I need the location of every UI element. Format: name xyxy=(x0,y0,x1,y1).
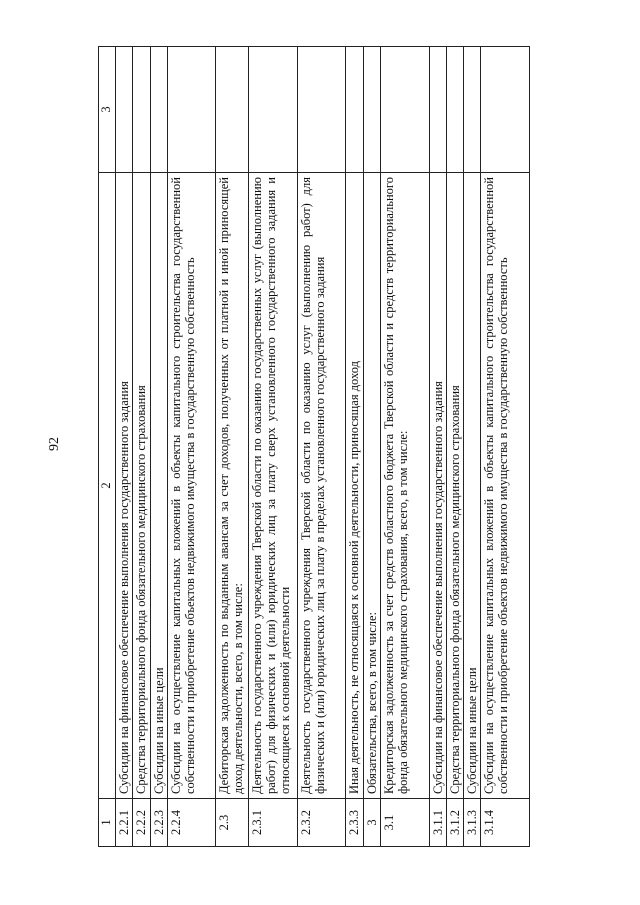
row-code: 2.2.4 xyxy=(167,799,216,847)
row-value xyxy=(116,47,133,173)
row-code: 2.3.2 xyxy=(297,799,346,847)
row-code: 3.1.1 xyxy=(429,799,446,847)
row-value xyxy=(429,47,446,173)
rotated-table-frame xyxy=(98,47,530,847)
table-row xyxy=(167,47,216,847)
table-header-row xyxy=(99,47,116,847)
column-header-value: 3 xyxy=(99,47,116,173)
row-value xyxy=(216,47,248,173)
row-text: Деятельность государственного учреждения Тверской области по оказанию услуг (выполнению работ) для физических и (или) юридических лиц за плату в пределах установленного государственного задания xyxy=(297,173,346,799)
row-text: Субсидии на финансовое обеспечение выполнения государственного задания xyxy=(429,173,446,799)
row-value xyxy=(464,47,481,173)
table-row xyxy=(481,47,530,847)
row-value xyxy=(346,47,363,173)
table-row xyxy=(346,47,363,847)
row-code: 3.1 xyxy=(380,799,429,847)
rotated-table-container xyxy=(98,47,530,847)
row-code: 2.2.1 xyxy=(116,799,133,847)
row-value xyxy=(133,47,150,173)
table-row xyxy=(363,47,380,847)
row-value xyxy=(167,47,216,173)
row-code: 3 xyxy=(363,799,380,847)
row-text: Субсидии на финансовое обеспечение выполнения государственного задания xyxy=(116,173,133,799)
row-text: Средства территориального фонда обязательного медицинского страхования xyxy=(446,173,463,799)
row-code: 2.3 xyxy=(216,799,248,847)
row-text: Кредиторская задолженность за счет средств областного бюджета Тверской области и средств территориального фонда обязательного медицинского страхования, всего, в том числе: xyxy=(380,173,429,799)
table-row xyxy=(429,47,446,847)
row-text: Субсидии на осуществление капитальных вложений в объекты капитального строительства государственной собственности и приобретение объектов недвижимого имущества в государственную собственность xyxy=(481,173,530,799)
table-row xyxy=(446,47,463,847)
row-text: Деятельность государственного учреждения Тверской области по оказанию государственных услуг (выполнению работ) для физических и (или) юридических лиц за плату сверх установленного государственного задания и относящиеся к основной деятельности xyxy=(248,173,297,799)
row-code: 2.2.3 xyxy=(150,799,167,847)
row-text: Субсидии на иные цели xyxy=(464,173,481,799)
row-code: 3.1.2 xyxy=(446,799,463,847)
row-text: Субсидии на иные цели xyxy=(150,173,167,799)
table-row xyxy=(216,47,248,847)
column-header-code: 1 xyxy=(99,799,116,847)
row-code: 3.1.4 xyxy=(481,799,530,847)
data-table xyxy=(98,46,530,847)
row-text: Иная деятельность, не относящаяся к основной деятельности, приносящая доход xyxy=(346,173,363,799)
row-value xyxy=(380,47,429,173)
row-value xyxy=(150,47,167,173)
column-header-description: 2 xyxy=(99,173,116,799)
row-value xyxy=(446,47,463,173)
table-row xyxy=(248,47,297,847)
row-value xyxy=(248,47,297,173)
row-text: Обязательства, всего, в том числе: xyxy=(363,173,380,799)
row-code: 2.2.2 xyxy=(133,799,150,847)
row-text: Средства территориального фонда обязательного медицинского страхования xyxy=(133,173,150,799)
table-row xyxy=(464,47,481,847)
row-code: 3.1.3 xyxy=(464,799,481,847)
row-text: Субсидии на осуществление капитальных вложений в объекты капитального строительства государственной собственности и приобретение объектов недвижимого имущества в государственную собственность xyxy=(167,173,216,799)
page-number: 92 xyxy=(47,437,62,451)
row-text: Дебиторская задолженность по выданным авансам за счет доходов, полученных от платной и иной приносящей доход деятельности, всего, в том числе: xyxy=(216,173,248,799)
table-row xyxy=(116,47,133,847)
table-row xyxy=(133,47,150,847)
table-row xyxy=(380,47,429,847)
row-value xyxy=(363,47,380,173)
table-row xyxy=(150,47,167,847)
row-value xyxy=(481,47,530,173)
row-code: 2.3.1 xyxy=(248,799,297,847)
row-code: 2.3.3 xyxy=(346,799,363,847)
row-value xyxy=(297,47,346,173)
table-row xyxy=(297,47,346,847)
